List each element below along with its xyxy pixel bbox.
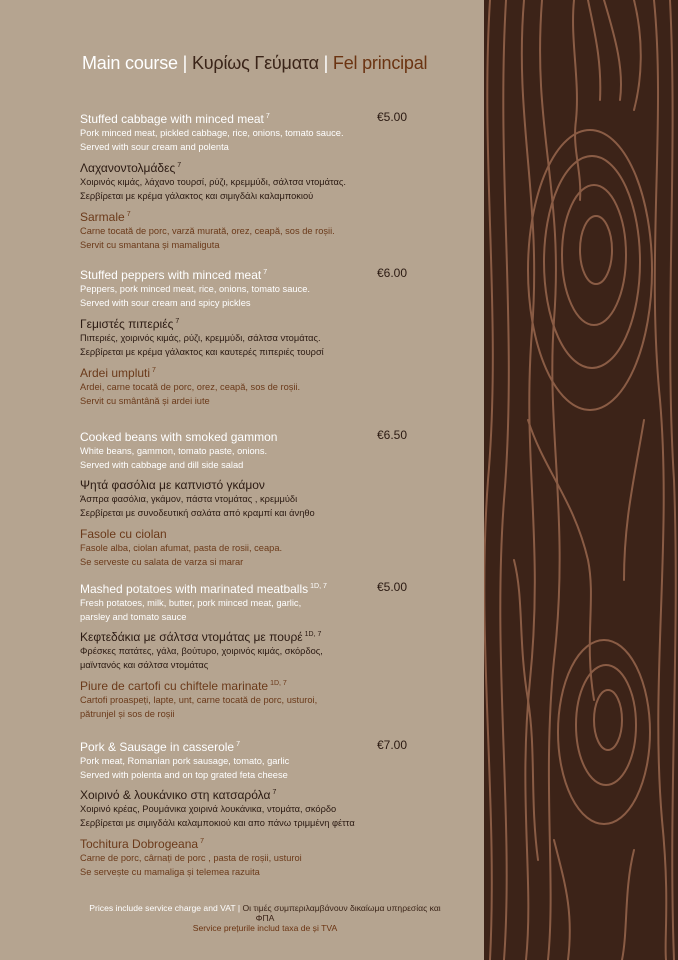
- allergen-note: 7: [177, 162, 182, 169]
- dish-greek: [80, 786, 420, 830]
- dish-price: €6.50: [377, 428, 408, 442]
- dish-description: Cartofi proaspeți, lapte, unt, carne tocată de porc, usturoi,: [80, 695, 318, 705]
- dish-romanian: [80, 525, 420, 569]
- dish-title: Tochitura Dobrogeana: [80, 837, 199, 851]
- dish-description: Άσπρα φασόλια, γκάμον, πάστα ντομάτας , κρεμμύδι: [80, 494, 298, 504]
- allergen-note: 7: [236, 741, 240, 748]
- dish-greek: [80, 159, 420, 203]
- price-note-english: Prices include service charge and VAT: [89, 903, 236, 913]
- dish-greek: [80, 628, 420, 672]
- allergen-note: 7: [126, 211, 131, 218]
- dish-price: €6.00: [377, 266, 408, 280]
- dish-title: Mashed potatoes with marinated meatballs: [80, 582, 309, 596]
- dish-english: [80, 738, 420, 782]
- title-romanian: Fel principal: [332, 53, 428, 73]
- dish-title: Λαχανοντολμάδες: [80, 161, 176, 175]
- dish-title: Γεμιστές πιπεριές: [80, 317, 174, 331]
- dish-title: Κεφτεδάκια με σάλτσα ντομάτας με πουρέ: [80, 630, 303, 644]
- allergen-note: 1D, 7: [310, 583, 327, 590]
- dish-description: Peppers, pork minced meat, rice, onions, tomato sauce.: [80, 284, 310, 294]
- dish-greek: [80, 476, 420, 520]
- dish-description: Σερβίρεται με συνοδευτική σαλάτα από κραμπί και άνηθο: [80, 508, 315, 518]
- dish-description: Servit cu smântână și ardei iute: [80, 396, 210, 406]
- dish-title: Ardei umpluti: [80, 366, 151, 380]
- dish-description: Σερβίρεται με σιμιγδάλι καλαμποκιού και απο πάνω τριμμένη φέττα: [80, 818, 355, 828]
- dish-title: Piure de cartofi cu chiftele marinate: [80, 679, 269, 693]
- dish-description: Pork minced meat, pickled cabbage, rice, onions, tomato sauce.: [80, 128, 344, 138]
- dish-description: Φρέσκες πατάτες, γάλα, βούτυρο, χοιρινός κιμάς, σκόρδος,: [80, 646, 323, 656]
- dish-description: Servit cu smantana și mamaliguta: [80, 240, 220, 250]
- allergen-note: 1D, 7: [304, 631, 322, 638]
- wood-grain-illustration: [484, 0, 678, 960]
- title-separator: |: [323, 53, 329, 73]
- page-title: [82, 53, 427, 74]
- allergen-note: 1D, 7: [270, 680, 287, 687]
- allergen-note: 7: [175, 318, 180, 325]
- allergen-note: 7: [272, 789, 277, 796]
- allergen-note: 7: [152, 367, 156, 374]
- dish-greek: [80, 315, 420, 359]
- dish-romanian: [80, 364, 420, 408]
- dish-description: Carne tocată de porc, varză murată, orez, ceapă, sos de roșii.: [80, 226, 335, 236]
- dish-description: Σερβίρεται με κρέμα γάλακτος και σιμιγδάλι καλαμποκιού: [80, 191, 314, 201]
- allergen-note: 7: [263, 269, 268, 276]
- price-note-greek: Οι τιμές συμπεριλαμβάνουν δικαίωμα υπηρεσίας και ΦΠΑ: [242, 903, 441, 923]
- dish-description: Πιπεριές, χοιρινός κιμάς, ρύζι, κρεμμύδι, σάλτσα ντομάτας.: [80, 333, 321, 343]
- price-note-romanian: Service prețurile includ taxa de și TVA: [192, 923, 338, 933]
- dish-english: [80, 428, 420, 472]
- dish-title: Stuffed peppers with minced meat: [80, 268, 262, 282]
- wood-grain-panel: [484, 0, 678, 960]
- dish-romanian: [80, 835, 420, 879]
- dish-description: Se serveste cu salata de varza si marar: [80, 557, 244, 567]
- dish-price: €5.00: [377, 110, 408, 124]
- dish-description: pătrunjel și sos de roșii: [80, 709, 175, 719]
- dish-description: Σερβίρεται με κρέμα γάλακτος και καυτερές πιπεριές τουρσί: [80, 347, 324, 357]
- dish-romanian: [80, 677, 420, 721]
- dish-description: Se servește cu mamaliga și telemea razuita: [80, 867, 260, 877]
- dish-description: Fresh potatoes, milk, butter, pork minced meat, garlic,: [80, 598, 302, 608]
- dish-romanian: [80, 208, 420, 252]
- dish-description: Served with polenta and on top grated feta cheese: [80, 770, 288, 780]
- dish-description: Served with sour cream and polenta: [80, 142, 229, 152]
- dish-title: Sarmale: [80, 210, 125, 224]
- title-greek: Κυρίως Γεύματα: [191, 53, 319, 73]
- dish-price: €5.00: [377, 580, 408, 594]
- dish-description: μαϊντανός και σάλτσα ντομάτας: [80, 660, 209, 670]
- title-separator: |: [182, 53, 188, 73]
- dish-description: Served with sour cream and spicy pickles: [80, 298, 251, 308]
- dish-description: Χοιρινός κιμάς, λάχανο τουρσί, ρύζι, κρεμμύδι, σάλτσα ντομάτας.: [80, 177, 346, 187]
- dish-description: Ardei, carne tocată de porc, orez, ceapă, sos de roșii.: [80, 382, 301, 392]
- dish-description: White beans, gammon, tomato paste, onions.: [80, 446, 268, 456]
- dish-price: €7.00: [377, 738, 408, 752]
- dish-english: [80, 580, 420, 624]
- dish-description: parsley and tomato sauce: [80, 612, 187, 622]
- allergen-note: 7: [200, 838, 204, 845]
- dish-description: Pork meat, Romanian pork sausage, tomato, garlic: [80, 756, 290, 766]
- dish-english: [80, 110, 420, 154]
- price-note: [80, 903, 450, 933]
- price-note-separator: |: [237, 903, 241, 913]
- dish-title: Stuffed cabbage with minced meat: [80, 112, 264, 126]
- allergen-note: 7: [265, 113, 270, 120]
- dish-title: Cooked beans with smoked gammon: [80, 430, 278, 444]
- dish-title: Fasole cu ciolan: [80, 527, 167, 541]
- dish-description: Χοιρινό κρέας, Ρουμάνικα χοιρινά λουκάνικα, ντομάτα, σκόρδο: [80, 804, 337, 814]
- title-english: Main course: [82, 53, 178, 73]
- dish-description: Carne de porc, cârnați de porc , pasta de roșii, usturoi: [80, 853, 302, 863]
- dish-title: Ψητά φασόλια με καπνιστό γκάμον: [80, 478, 265, 492]
- dish-title: Pork & Sausage in casserole: [80, 740, 235, 754]
- dish-title: Χοιρινό & λουκάνικο στη κατσαρόλα: [80, 788, 271, 802]
- dish-english: [80, 266, 420, 310]
- dish-description: Fasole alba, ciolan afumat, pasta de rosii, ceapa.: [80, 543, 283, 553]
- dish-description: Served with cabbage and dill side salad: [80, 460, 244, 470]
